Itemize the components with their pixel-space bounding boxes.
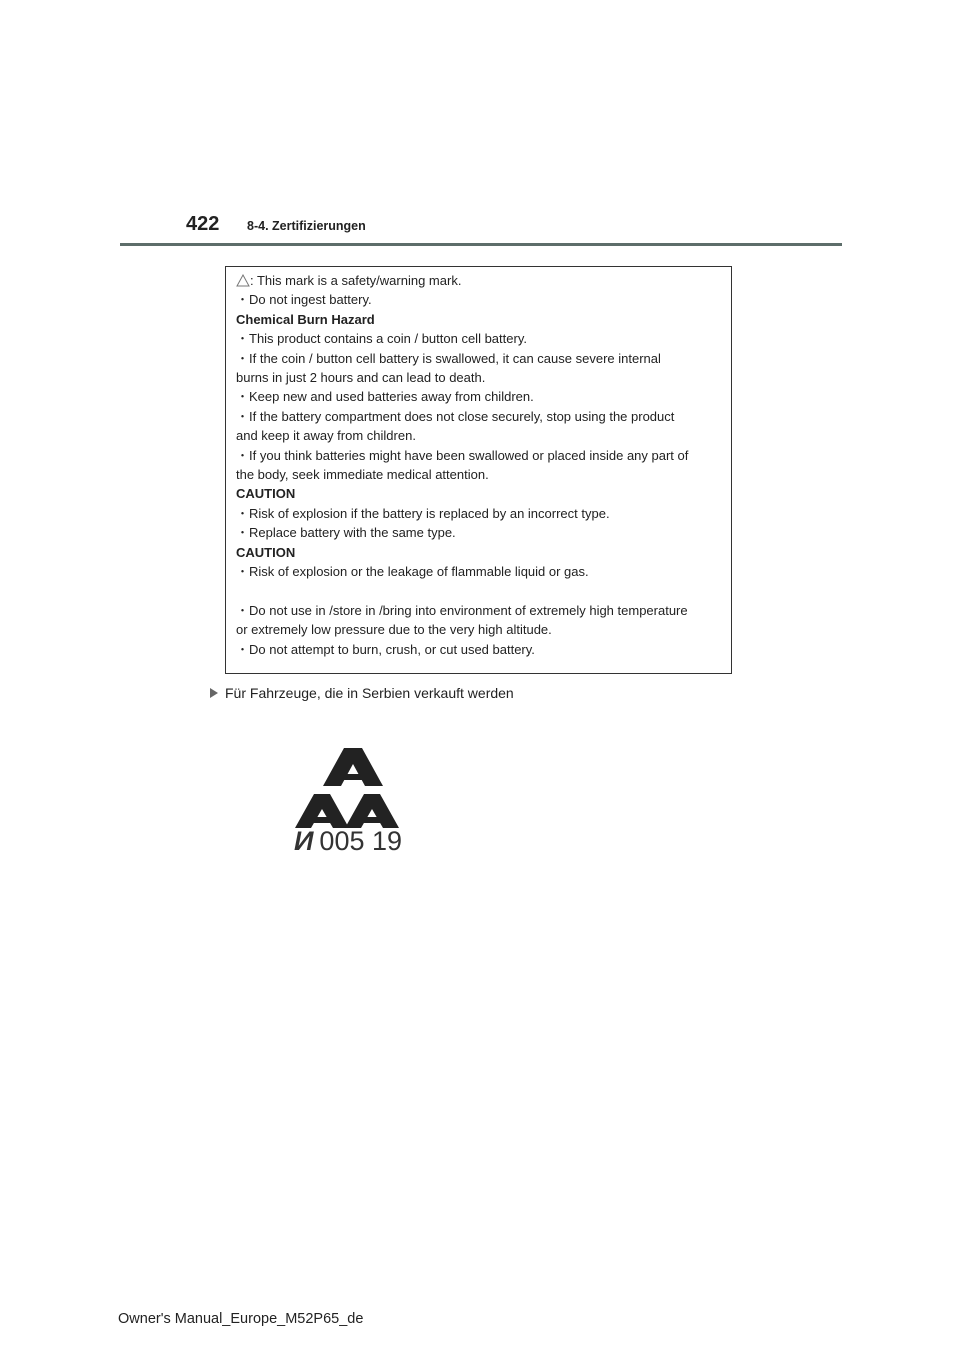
warning-triangle-icon	[236, 274, 250, 287]
spacer	[236, 582, 721, 601]
serbia-heading-text: Für Fahrzeuge, die in Serbien verkauft werden	[225, 685, 514, 701]
warning-mark-line	[236, 271, 721, 290]
warning-line: or extremely low pressure due to the very high altitude.	[236, 622, 552, 638]
warning-line: ・Do not ingest battery.	[236, 292, 372, 308]
warning-line: ・Keep new and used batteries away from children.	[236, 389, 534, 405]
caution-heading: CAUTION	[236, 486, 296, 502]
certification-letter: И	[294, 826, 314, 856]
arrow-right-icon	[210, 688, 218, 698]
warning-line: burns in just 2 hours and can lead to death.	[236, 370, 486, 386]
warning-line: ・If the coin / button cell battery is swallowed, it can cause severe internal	[236, 350, 661, 366]
warning-line: ・Do not use in /store in /bring into environment of extremely high temperature	[236, 602, 688, 618]
serbia-heading	[210, 685, 514, 701]
warning-line: ・Replace battery with the same type.	[236, 525, 456, 541]
warning-line: ・If the battery compartment does not close securely, stop using the product	[236, 408, 675, 424]
warning-line: the body, seek immediate medical attention.	[236, 467, 489, 483]
certification-code	[294, 826, 402, 857]
caution-heading: CAUTION	[236, 544, 296, 560]
certification-number: 005 19	[319, 826, 403, 856]
warning-line: ・Risk of explosion if the battery is replaced by an incorrect type.	[236, 505, 610, 521]
header-divider	[120, 243, 842, 246]
warning-heading: Chemical Burn Hazard	[236, 311, 375, 327]
page-number: 422	[186, 213, 220, 235]
warning-line: ・This product contains a coin / button cell battery.	[236, 331, 527, 347]
warning-mark-text: : This mark is a safety/warning mark.	[250, 273, 462, 288]
warning-line: ・Do not attempt to burn, crush, or cut used battery.	[236, 641, 535, 657]
section-title: 8-4. Zertifizierungen	[247, 219, 366, 233]
warning-line: ・If you think batteries might have been swallowed or placed inside any part of	[236, 447, 689, 463]
warning-line: and keep it away from children.	[236, 428, 416, 444]
battery-warning-box	[225, 266, 732, 674]
warning-line: ・Risk of explosion or the leakage of flammable liquid or gas.	[236, 564, 589, 580]
footer-manual-id: Owner's Manual_Europe_M52P65_de	[118, 1311, 364, 1327]
